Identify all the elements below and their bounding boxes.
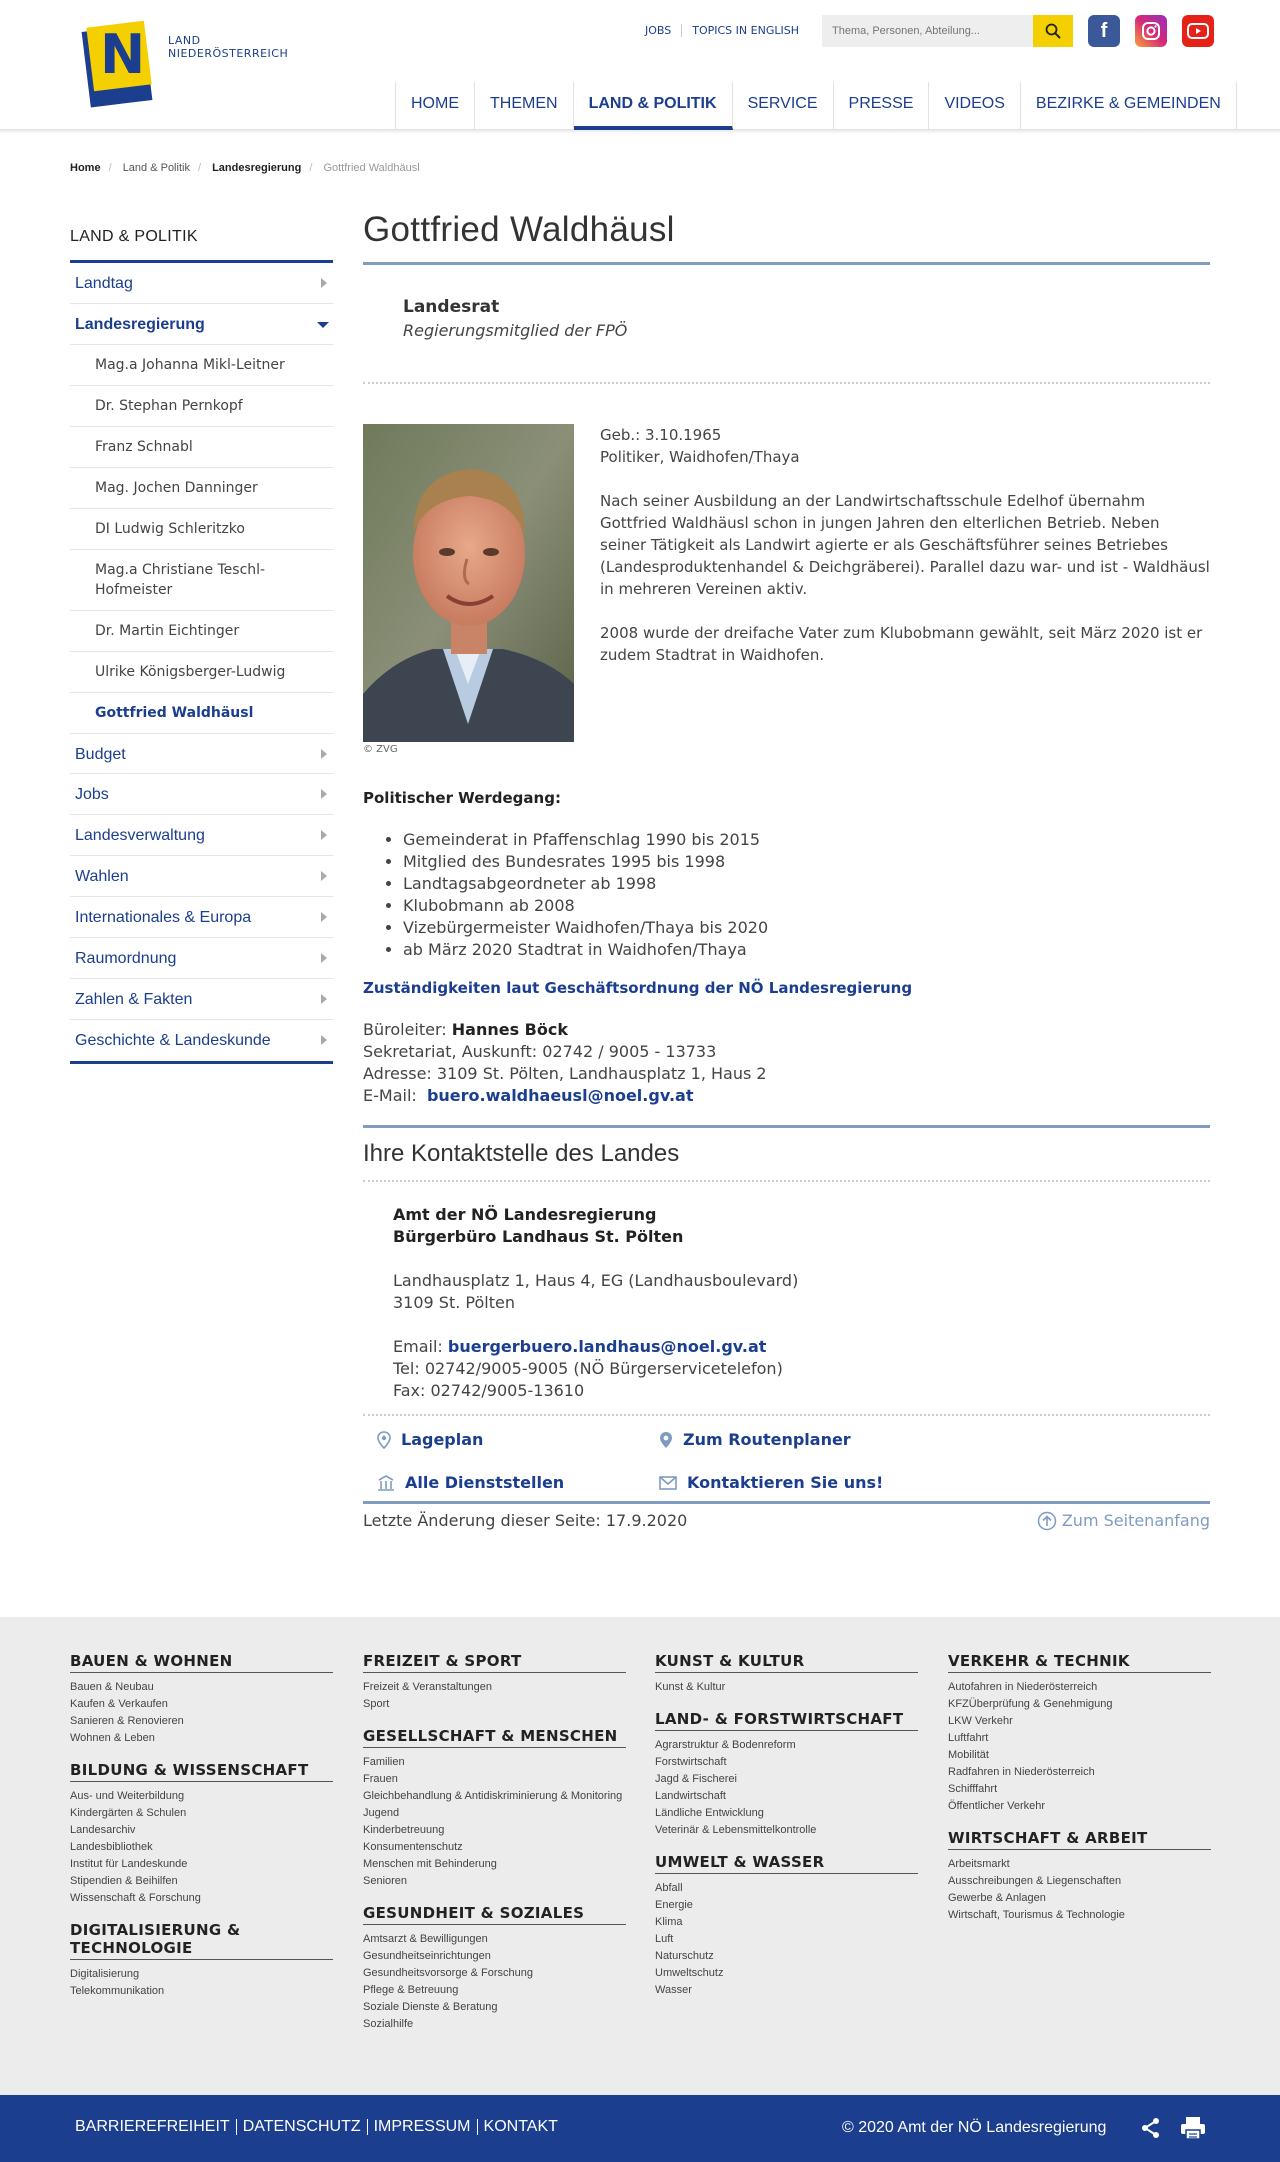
sidebar-item-jobs[interactable]: Jobs [70,774,333,815]
role-party: Regierungsmitglied der FPÖ [403,321,628,340]
footer-link[interactable]: Sozialhilfe [363,2018,414,2030]
person-section [363,424,1210,769]
career-heading: Politischer Werdegang: [363,789,561,807]
logo-line2: NIEDERÖSTERREICH [168,47,289,60]
footer-link[interactable]: Naturschutz [655,1950,714,1962]
office-info: Büroleiter: Hannes Böck Sekretariat, Auskunft: 02742 / 9005 - 13733 Adresse: 3109 St. Pölten, Landhausplatz 1, Haus 2 E-Mail: buero.waldhaeusl@noel.gv.at [363,1019,1210,1107]
footer-link[interactable]: Ausschreibungen & Liegenschaften [948,1875,1122,1887]
footer-heading: UMWELT & WASSER [655,1853,918,1874]
routenplaner-link[interactable]: Zum Routenplaner [659,1430,851,1449]
footer-group [948,1829,1211,1924]
map-pin-icon [377,1431,391,1449]
contact-tel: Tel: 02742/9005-9005 (NÖ Bürgerservicetelefon) [393,1359,783,1378]
footer-link[interactable]: Öffentlicher Verkehr [948,1800,1046,1812]
office-email-link[interactable]: buero.waldhaeusl@noel.gv.at [426,1086,694,1105]
site-logo[interactable] [82,22,288,106]
chevron-right-icon [321,830,327,840]
photo-credit: © ZVG [363,744,398,755]
footer-link[interactable]: Wirtschaft, Tourismus & Technologie [948,1909,1125,1921]
lageplan-link[interactable]: Lageplan [377,1430,483,1449]
footer-heading: LAND- & FORSTWIRTSCHAFT [655,1710,918,1731]
footer-link[interactable]: Gesundheitsvorsorge & Forschung [363,1967,533,1979]
sidebar-title: LAND & POLITIK [70,228,333,263]
career-item: • Vizebürgermeister Waidhofen/Thaya bis 2020 [403,917,1210,939]
search-button[interactable] [1033,15,1073,47]
site-header [0,0,1280,130]
career-item: • Gemeinderat in Pfaffenschlag 1990 bis 2015 [403,829,1210,851]
footer-link[interactable]: Schifffahrt [948,1783,998,1795]
contact-org1: Amt der NÖ Landesregierung [393,1205,657,1224]
logo-line1: LAND [168,34,201,47]
nav-videos[interactable]: VIDEOS [929,82,1020,130]
chevron-right-icon [321,953,327,963]
contact-links [363,1416,1210,1504]
contact-title: Ihre Kontaktstelle des Landes [363,1140,1210,1182]
youtube-icon[interactable] [1182,15,1214,47]
footer-link[interactable]: Luftfahrt [948,1732,989,1744]
nav-bezirke-gemeinden[interactable]: BEZIRKE & GEMEINDEN [1021,82,1237,130]
footer-heading: VERKEHR & TECHNIK [948,1652,1211,1673]
footer-heading: GESUNDHEIT & SOZIALES [363,1904,626,1925]
footer-column-4 [948,1652,1211,1938]
career-list [363,829,1210,961]
footer-link[interactable]: Gewerbe & Anlagen [948,1892,1046,1904]
dienststellen-link[interactable]: Alle Dienststellen [377,1473,564,1492]
bottom-bar [0,2095,1280,2162]
footer-column-1 [70,1652,333,2014]
sidebar [70,228,333,1064]
biography [600,424,1210,688]
footer-link[interactable]: Ländliche Entwicklung [655,1807,764,1819]
footer-link[interactable]: Kinderbetreuung [363,1824,445,1836]
footer-link[interactable]: Energie [655,1899,693,1911]
breadcrumb-land-politik[interactable]: Land & Politik [122,162,190,174]
chevron-right-icon [321,994,327,1004]
footer-group [70,1921,333,2000]
sidebar-subitem[interactable]: Mag.a Christiane Teschl-Hofmeister [70,550,333,611]
header-shadow [0,130,1280,134]
contact-address2: 3109 St. Pölten [393,1293,515,1312]
footer-column-2 [363,1652,626,2047]
footer-link[interactable]: Gesundheitseinrichtungen [363,1950,491,1962]
footer-link[interactable]: Digitalisierung [70,1968,140,1980]
profession: Politiker, Waidhofen/Thaya [600,448,800,466]
search-icon [1045,23,1061,39]
nav-presse[interactable]: PRESSE [834,82,930,130]
footer-link[interactable]: Radfahren in Niederösterreich [948,1766,1095,1778]
footer-link[interactable]: Landwirtschaft [655,1790,726,1802]
footer-heading: DIGITALISIERUNG & TECHNOLOGIE [70,1921,333,1960]
footer-heading: KUNST & KULTUR [655,1652,918,1673]
route-pin-icon [659,1431,673,1449]
facebook-icon[interactable]: f [1088,15,1120,47]
sidebar-item-landtag[interactable]: Landtag [70,263,333,304]
footer-link[interactable]: Sport [363,1698,390,1710]
footer-link[interactable]: Amtsarzt & Bewilligungen [363,1933,488,1945]
footer-link[interactable]: Bauen & Neubau [70,1681,154,1693]
footer-link[interactable]: Kunst & Kultur [655,1681,726,1693]
chevron-down-icon [317,322,329,328]
bio-paragraph-2: 2008 wurde der dreifache Vater zum Klubobmann gewählt, seit März 2020 ist er zudem Stadtrat in Waidhofen. [600,624,1203,664]
footer-link[interactable]: Pflege & Betreuung [363,1984,459,1996]
sidebar-item-wahlen[interactable]: Wahlen [70,856,333,897]
site-footer [0,1617,1280,2095]
kontakt-link[interactable]: KONTAKT [477,2119,564,2135]
career-item: • Landtagsabgeordneter ab 1998 [403,873,1210,895]
breadcrumb-landesregierung[interactable]: Landesregierung [212,162,302,174]
footer-link[interactable]: Wohnen & Leben [70,1732,155,1744]
footer-group [363,1727,626,1890]
footer-link[interactable]: Wasser [655,1984,692,1996]
footer-link[interactable]: Arbeitsmarkt [948,1858,1010,1870]
sidebar-subitem[interactable]: Franz Schnabl [70,427,333,468]
footer-heading: BAUEN & WOHNEN [70,1652,333,1673]
footer-link[interactable]: Forstwirtschaft [655,1756,727,1768]
office-address: Adresse: 3109 St. Pölten, Landhausplatz 1, Haus 2 [363,1064,767,1083]
breadcrumb-home[interactable]: Home [70,162,101,174]
footer-link[interactable]: Freizeit & Veranstaltungen [363,1681,493,1693]
footer-heading: GESELLSCHAFT & MENSCHEN [363,1727,626,1748]
contact-email-link[interactable]: buergerbuero.landhaus@noel.gv.at [447,1337,767,1356]
footer-link[interactable]: Veterinär & Lebensmittelkontrolle [655,1824,817,1836]
footer-link[interactable]: Agrarstruktur & Bodenreform [655,1739,796,1751]
secretariat: Sekretariat, Auskunft: 02742 / 9005 - 13733 [363,1042,717,1061]
datenschutz-link[interactable]: DATENSCHUTZ [236,2119,367,2135]
role-box [363,265,1210,384]
portrait-photo [363,424,574,742]
responsibilities-link[interactable]: Zuständigkeiten laut Geschäftsordnung der NÖ Landesregierung [363,979,913,997]
footer-heading: BILDUNG & WISSENSCHAFT [70,1761,333,1782]
sidebar-item-zahlen-fakten[interactable]: Zahlen & Fakten [70,979,333,1020]
footer-group [70,1761,333,1907]
footer-heading: WIRTSCHAFT & ARBEIT [948,1829,1211,1850]
footer-link[interactable]: Institut für Landeskunde [70,1858,188,1870]
sidebar-subitem[interactable]: Mag. Jochen Danninger [70,468,333,509]
birth-date: Geb.: 3.10.1965 [600,426,722,444]
footer-link[interactable]: Senioren [363,1875,408,1887]
legal-links [70,2119,564,2135]
building-icon [377,1474,395,1492]
bio-paragraph-1: Nach seiner Ausbildung an der Landwirtschaftsschule Edelhof übernahm Gottfried Waldhäusl schon in jungen Jahren den elterlichen Betrieb. Neben seiner Tätigkeit als Landwirt agierte er als Geschäftsführer seines Betriebes (Landesproduktenhandel & Deichgräberei). Parallel dazu war- und ist - Waldhäusl in mehreren Vereinen aktiv. [600,492,1210,598]
mail-icon [659,1476,677,1490]
career-item: • Klubobmann ab 2008 [403,895,1210,917]
sidebar-item-raumordnung[interactable]: Raumordnung [70,938,333,979]
share-icon[interactable] [1141,2117,1161,2139]
footer-group [655,1853,918,1999]
contact-fax: Fax: 02742/9005-13610 [393,1381,585,1400]
footer-link[interactable]: Jugend [363,1807,400,1819]
footer-group [655,1652,918,1696]
top-links [635,24,809,37]
footer-link[interactable]: Konsumentenschutz [363,1841,463,1853]
footer-link[interactable]: LKW Verkehr [948,1715,1013,1727]
footer-link[interactable]: Abfall [655,1882,683,1894]
sidebar-item-landesverwaltung[interactable]: Landesverwaltung [70,815,333,856]
sidebar-subitem[interactable]: Dr. Stephan Pernkopf [70,386,333,427]
footer-link[interactable]: Telekommunikation [70,1985,165,1997]
footer-link[interactable]: Wissenschaft & Forschung [70,1892,201,1904]
footer-link[interactable]: Jagd & Fischerei [655,1773,737,1785]
footer-link[interactable]: Landesarchiv [70,1824,136,1836]
footer-link[interactable]: Gleichbehandlung & Antidiskriminierung & Monitoring [363,1790,623,1802]
print-icon[interactable] [1180,2116,1206,2140]
chevron-right-icon [321,1035,327,1045]
footer-link[interactable]: Kaufen & Verkaufen [70,1698,168,1710]
topics-english-link[interactable]: TOPICS IN ENGLISH [681,24,809,37]
footer-link[interactable]: Soziale Dienste & Beratung [363,2001,498,2013]
breadcrumb-current: Gottfried Waldhäusl [323,162,420,174]
career-item: • Mitglied des Bundesrates 1995 bis 1998 [403,851,1210,873]
chevron-right-icon [321,871,327,881]
sidebar-subitem[interactable]: Dr. Martin Eichtinger [70,611,333,652]
instagram-icon[interactable] [1135,15,1167,47]
footer-column-3 [655,1652,918,2013]
footer-group [363,1904,626,2033]
footer-group [70,1652,333,1747]
footer-link[interactable]: Umweltschutz [655,1967,724,1979]
nav-land-politik[interactable]: LAND & POLITIK [574,82,733,130]
role-title: Landesrat [403,297,500,317]
footer-link[interactable]: Klima [655,1916,683,1928]
chevron-right-icon [321,789,327,799]
nav-service[interactable]: SERVICE [733,82,834,130]
sidebar-item-budget[interactable]: Budget [70,733,333,774]
footer-link[interactable]: Stipendien & Beihilfen [70,1875,178,1887]
logo-letter: N [100,23,146,86]
contact-box: Amt der NÖ Landesregierung Bürgerbüro Landhaus St. Pölten Landhausplatz 1, Haus 4, EG (Landhausboulevard) 3109 St. Pölten Email: buergerbuero.landhaus@noel.gv.at Tel: 02742/9005-9005 (NÖ Bürgerservicetelefon) Fax: 02742/9005-13610 [363,1182,1210,1416]
chevron-right-icon [321,749,327,759]
footer-link[interactable]: Luft [655,1933,674,1945]
footer-heading: FREIZEIT & SPORT [363,1652,626,1673]
sidebar-subitem[interactable]: Ulrike Königsberger-Ludwig [70,652,333,693]
footer-group [655,1710,918,1839]
sidebar-subitem-active[interactable]: Gottfried Waldhäusl [95,705,254,721]
footer-link[interactable]: Menschen mit Behinderung [363,1858,497,1870]
sidebar-subitem[interactable]: DI Ludwig Schleritzko [70,509,333,550]
page-title: Gottfried Waldhäusl [363,210,1210,265]
footer-link[interactable]: Landesbibliothek [70,1841,153,1853]
copyright: © 2020 Amt der NÖ Landesregierung [842,2119,1107,2136]
footer-link[interactable]: KFZÜberprüfung & Genehmigung [948,1698,1113,1710]
sidebar-item-landesregierung[interactable]: Landesregierung [70,304,333,345]
jobs-link[interactable]: JOBS [645,24,672,37]
chevron-right-icon [321,912,327,922]
contact-address1: Landhausplatz 1, Haus 4, EG (Landhausboulevard) [393,1271,799,1290]
search-input[interactable] [822,15,1033,47]
office-head: Hannes Böck [451,1020,568,1039]
logo-mark [82,22,154,106]
back-to-top-link[interactable]: Zum Seitenanfang [1037,1504,1210,1538]
sidebar-subitem[interactable]: Mag.a Johanna Mikl-Leitner [70,345,333,386]
sidebar-item-geschichte[interactable]: Geschichte & Landeskunde [70,1020,333,1061]
main-content [363,210,1210,1540]
nav-home[interactable]: HOME [396,82,475,130]
footer-group [948,1652,1211,1815]
footer-link[interactable]: Sanieren & Renovieren [70,1715,184,1727]
footer-link[interactable]: Familien [363,1756,405,1768]
kontaktieren-link[interactable]: Kontaktieren Sie uns! [659,1473,883,1492]
arrow-up-circle-icon [1037,1511,1057,1531]
chevron-right-icon [321,278,327,288]
footer-group [363,1652,626,1713]
footer-link[interactable]: Frauen [363,1773,398,1785]
career-item: • ab März 2020 Stadtrat in Waidhofen/Thaya [403,939,1210,961]
sidebar-end-rule [70,1061,333,1064]
contact-section [363,1125,1210,1504]
footer-link[interactable]: Kindergärten & Schulen [70,1807,187,1819]
last-modified: Letzte Änderung dieser Seite: 17.9.2020 Zum Seitenanfang [363,1504,1210,1540]
search-bar [822,15,1073,47]
main-navigation [395,82,1237,130]
impressum-link[interactable]: IMPRESSUM [367,2119,477,2135]
nav-themen[interactable]: THEMEN [475,82,574,130]
breadcrumb: Home / Land & Politik / Landesregierung / Gottfried Waldhäusl [70,162,420,174]
sidebar-item-internationales[interactable]: Internationales & Europa [70,897,333,938]
footer-link[interactable]: Aus- und Weiterbildung [70,1790,185,1802]
footer-link[interactable]: Autofahren in Niederösterreich [948,1681,1098,1693]
barrierefreiheit-link[interactable]: BARRIEREFREIHEIT [75,2118,230,2135]
contact-org2: Bürgerbüro Landhaus St. Pölten [393,1227,684,1246]
footer-link[interactable]: Mobilität [948,1749,989,1761]
